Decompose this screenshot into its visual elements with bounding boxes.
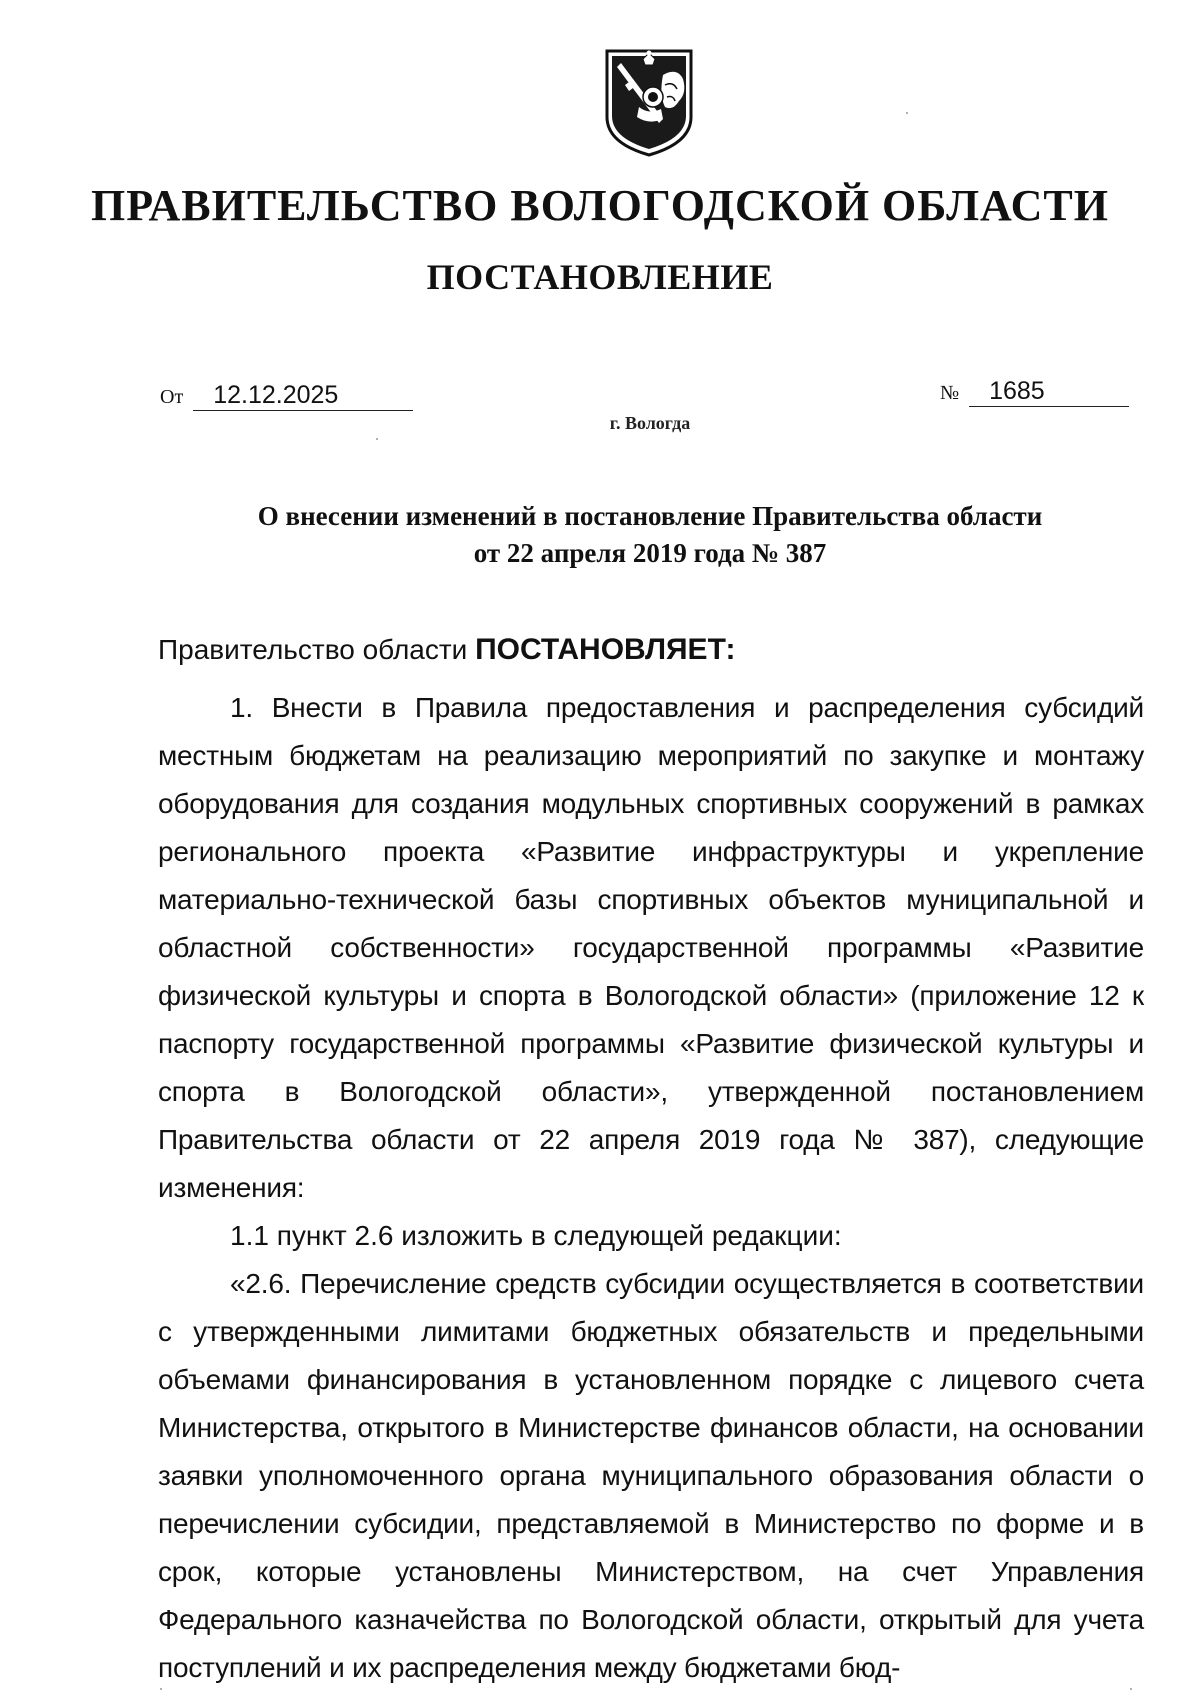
intro-line <box>158 630 1144 670</box>
document-body <box>158 630 1144 1692</box>
number-value: 1685 <box>969 376 1129 407</box>
document-number <box>940 376 1129 407</box>
document-date <box>160 380 413 411</box>
city-label: г. Вологда <box>609 413 691 433</box>
paragraph-1: 1. Внести в Правила предоставления и распределения субсидий местным бюджетам на реализацию мероприятий по закупке и монтажу оборудования для создания модульных спортивных сооружений в рамках регионального проекта «Развитие инфраструктуры и укрепление материально-технической базы спортивных объектов муниципальной и областной собственности» государственной программы «Развитие физической культуры и спорта в Вологодской области» (приложение 12 к паспорту государственной программы «Развитие физической культуры и спорта в Вологодской области», утвержденной постановлением Правительства области от 22 апреля 2019 года № 387), следующие изменения: <box>158 692 1144 1203</box>
intro-normal: Правительство области <box>158 634 476 665</box>
intro-strong: ПОСТАНОВЛЯЕТ: <box>475 633 736 666</box>
organization-title: ПРАВИТЕЛЬСТВО ВОЛОГОДСКОЙ ОБЛАСТИ <box>91 181 1109 230</box>
scan-speck <box>906 112 908 114</box>
subject-line-2: от 22 апреля 2019 года № 387 <box>473 538 827 568</box>
date-value: 12.12.2025 <box>193 380 413 411</box>
scan-speck <box>160 1688 162 1690</box>
paragraph-3: «2.6. Перечисление средств субсидии осуществляется в соответствии с утвержденными лимитами бюджетных обязательств и предельными объемами финансирования в установленном порядке с лицевого счета Министерства, открытого в Министерстве финансов области, на основании заявки уполномоченного органа муниципального образования области о перечислении субсидии, представляемой в Министерство по форме и в срок, которые установлены Министерством, на счет Управления Федерального казначейства по Вологодской области, открытый для учета поступлений и их распределения между бюджетами бюд- <box>158 1268 1144 1683</box>
number-prefix: № <box>940 382 960 404</box>
document-type: ПОСТАНОВЛЕНИЕ <box>426 257 774 297</box>
date-prefix: От <box>160 386 184 408</box>
scan-speck <box>1130 1688 1132 1690</box>
vologda-coat-of-arms-icon <box>603 45 695 157</box>
subject-line-1: О внесении изменений в постановление Правительства области <box>257 501 1043 531</box>
paragraph-2: 1.1 пункт 2.6 изложить в следующей редакции: <box>230 1220 842 1251</box>
scan-speck <box>376 438 378 440</box>
document-subject <box>0 498 1200 572</box>
